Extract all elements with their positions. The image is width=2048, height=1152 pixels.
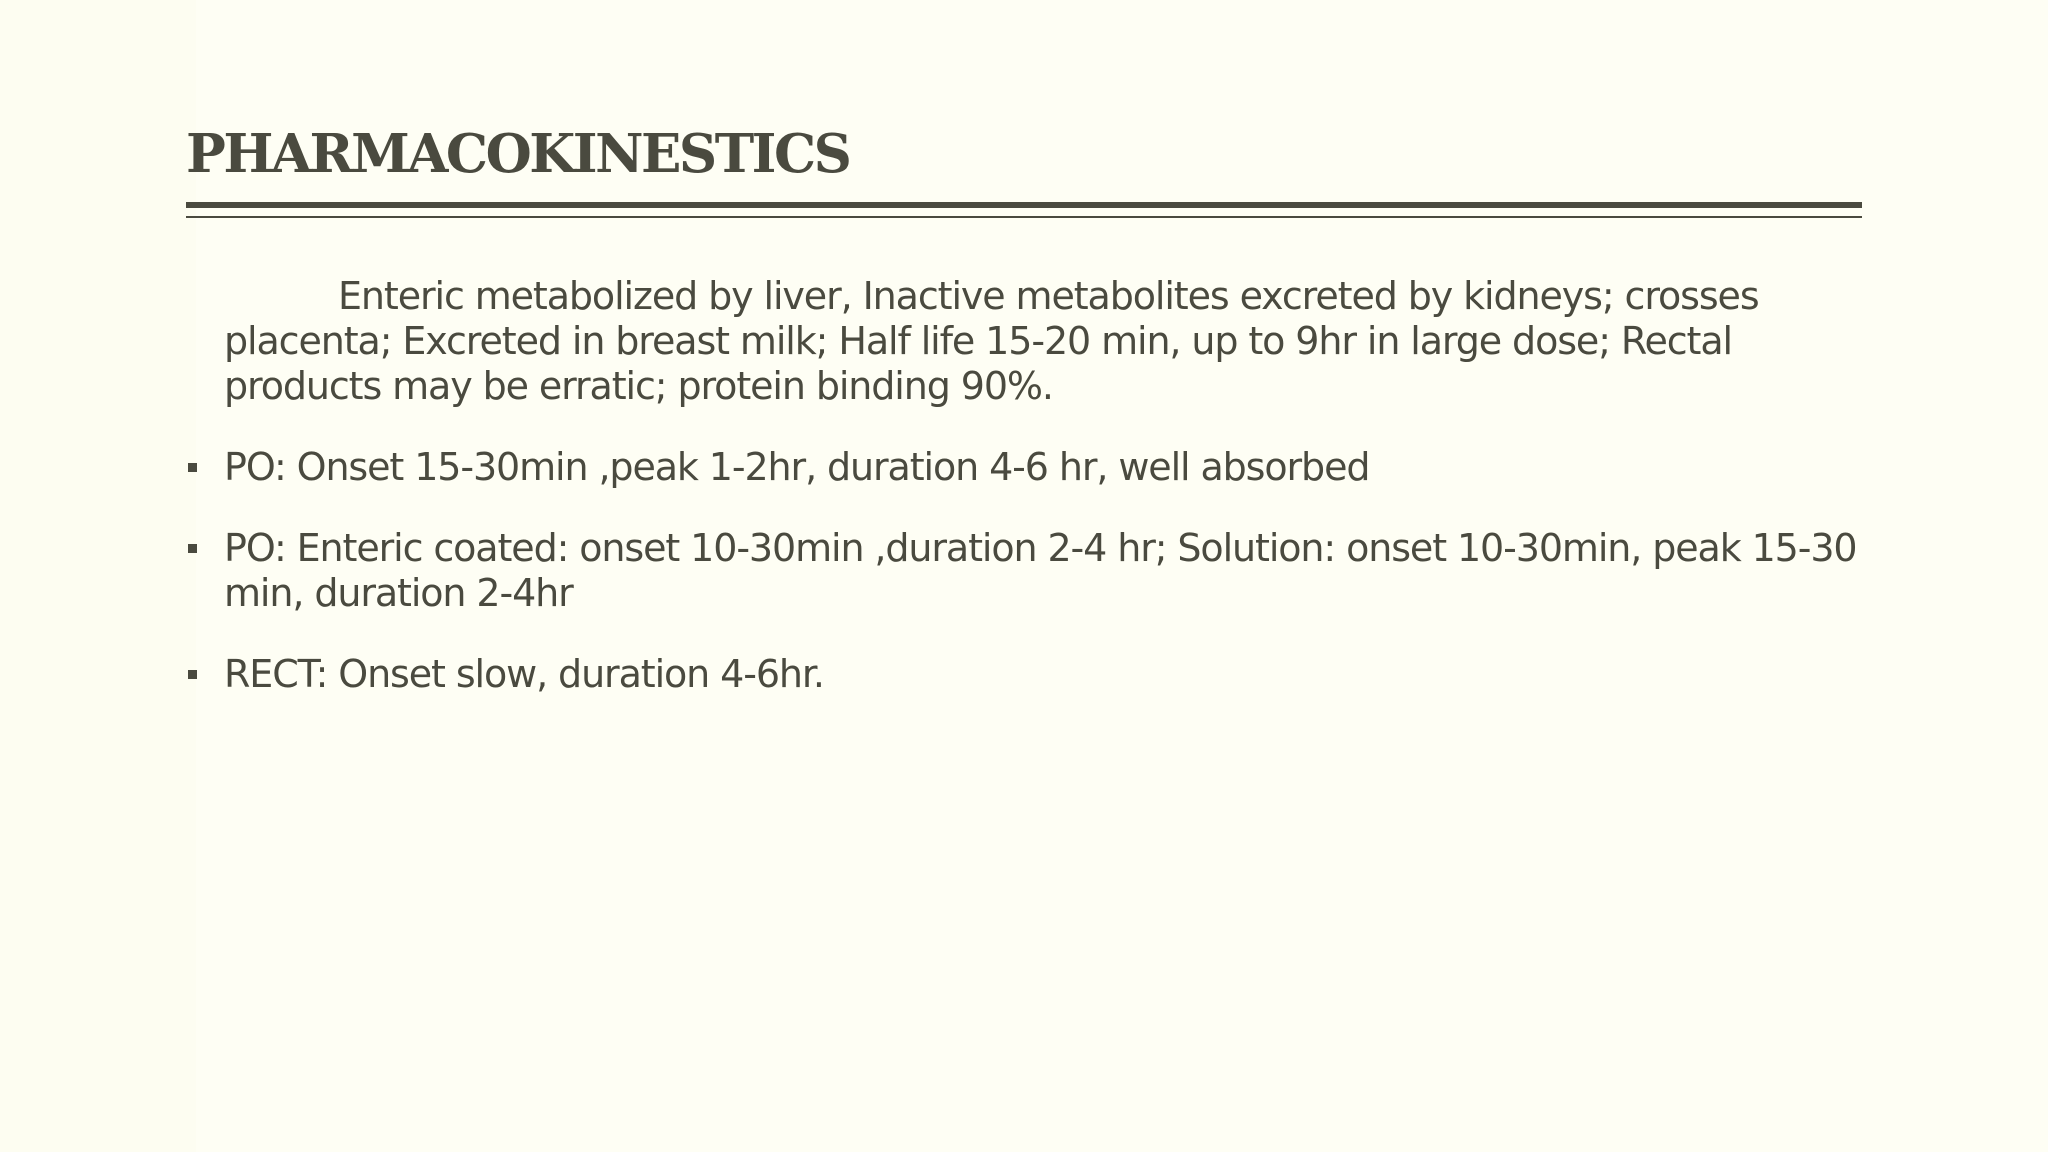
title-rule-thick: [186, 202, 1862, 208]
title-rule-thin: [186, 216, 1862, 218]
list-item-text: RECT: Onset slow, duration 4-6hr.: [224, 652, 824, 696]
intro-paragraph: Enteric metabolized by liver, Inactive metabolites excreted by kidneys; crosses placenta; Excreted in breast milk; Half life 15-20 min, up to 9hr in large dose; Rectal products may be erratic; protein binding 90%.: [224, 274, 1759, 408]
list-item: [186, 445, 1862, 490]
list-item-text: PO: Onset 15-30min ,peak 1-2hr, duration 4-6 hr, well absorbed: [224, 445, 1370, 489]
list-item: [186, 526, 1862, 616]
slide: [186, 0, 1862, 1152]
slide-title: PHARMACOKINESTICS: [186, 123, 850, 185]
bullet-list: [186, 445, 1862, 697]
square-bullet-icon: [188, 463, 197, 472]
square-bullet-icon: [188, 670, 197, 679]
list-item-text: PO: Enteric coated: onset 10-30min ,duration 2-4 hr; Solution: onset 10-30min, peak 15-30 min, duration 2-4hr: [224, 526, 1857, 615]
list-item: [186, 652, 1862, 697]
left-panel-shade: [0, 0, 196, 1152]
square-bullet-icon: [188, 544, 197, 553]
slide-body: [186, 274, 1862, 733]
